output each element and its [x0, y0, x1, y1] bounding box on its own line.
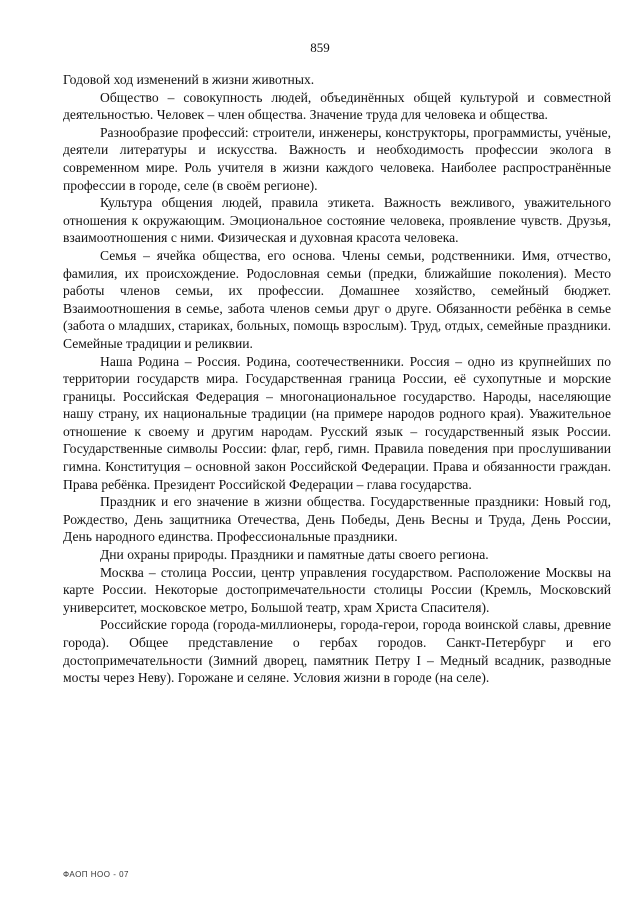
paragraph: Общество – совокупность людей, объединённых общей культурой и совместной деятельностью. Человек – член общества. Значение труда для человека и общества.: [63, 89, 611, 123]
paragraph: Дни охраны природы. Праздники и памятные даты своего региона.: [100, 547, 489, 563]
body-text: [63, 71, 611, 687]
paragraph: Семья – ячейка общества, его основа. Члены семьи, родственники. Имя, отчество, фамилия, их происхождение. Родословная семьи (предки, ближайшие поколения). Место работы членов семьи, их профессии. Домашнее хозяйство, семейный бюджет. Взаимоотношения в семье, забота членов семьи друг о друге. Обязанности ребёнка в семье (забота о младших, стариках, больных, помощь взрослым). Труд, отдых, семейные праздники. Семейные традиции и реликвии.: [63, 247, 611, 351]
page-number: 859: [310, 40, 330, 55]
footer-document-code: ФАОП НОО - 07: [63, 870, 129, 879]
paragraph: Культура общения людей, правила этикета. Важность вежливого, уважительного отношения к окружающим. Эмоциональное состояние человека, проявление чувств. Друзья, взаимоотношения с ними. Физическая и духовная красота человека.: [63, 195, 611, 246]
paragraph: Праздник и его значение в жизни общества. Государственные праздники: Новый год, Рождество, День защитника Отечества, День Победы, День Весны и Труда, День России, День народного единства. Профессиональные праздники.: [63, 494, 611, 545]
paragraph: Российские города (города-миллионеры, города-герои, города воинской славы, древние города). Общее представление о гербах городов. Санкт-Петербург и его достопримечательности (Зимний дворец, памятник Петру I – Медный всадник, разводные мосты через Неву). Горожане и селяне. Условия жизни в городе (на селе).: [63, 617, 611, 686]
paragraph: Годовой ход изменений в жизни животных.: [63, 72, 315, 87]
paragraph: Разнообразие профессий: строители, инженеры, конструкторы, программисты, учёные, деятели литературы и искусства. Важность и необходимость профессии эколога в современном мире. Роль учителя в жизни каждого человека. Наиболее распространённые профессии в городе, селе (в своём регионе).: [63, 124, 611, 193]
paragraph: Наша Родина – Россия. Родина, соотечественники. Россия – одно из крупнейших по территории государств мира. Государственная граница России, её сухопутные и морские границы. Российская Федерация – многонациональное государство. Народы, населяющие нашу страну, их национальные традиции (на примере народов родного края). Уважительное отношение к своему и другим народам. Русский язык – государственный язык России. Государственные символы России: флаг, герб, гимн. Правила поведения при прослушивании гимна. Конституция – основной закон Российской Федерации. Права и обязанности граждан. Права ребёнка. Президент Российской Федерации – глава государства.: [63, 353, 611, 492]
paragraph: Москва – столица России, центр управления государством. Расположение Москвы на карте России. Некоторые достопримечательности столицы России (Кремль, Московский университет, московское метро, Большой театр, храм Христа Спасителя).: [63, 564, 611, 615]
